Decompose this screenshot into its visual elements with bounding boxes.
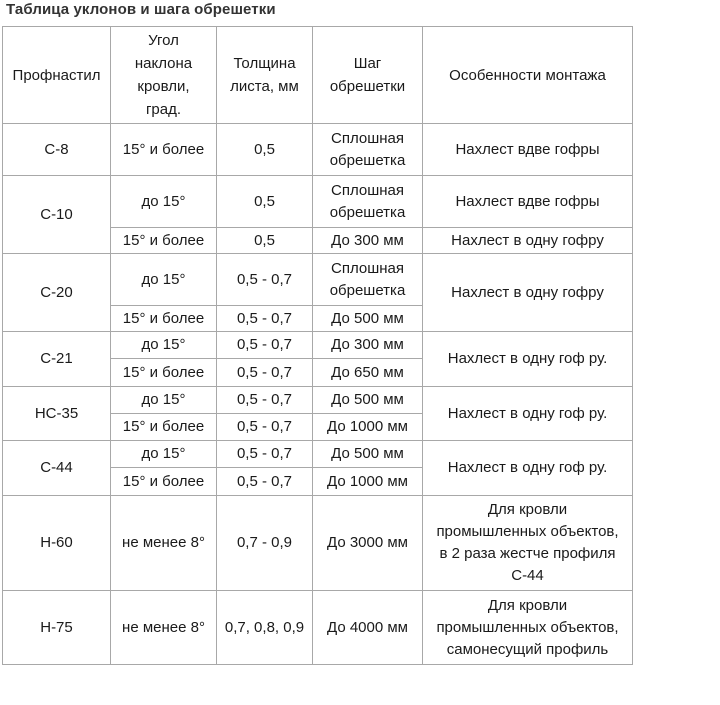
header-angle-line: Угол — [148, 32, 179, 49]
header-thickness — [217, 27, 313, 124]
step-line: обрешетка — [329, 203, 406, 221]
angle-cell: до 15° — [111, 254, 217, 306]
profile-name: С-21 — [3, 332, 111, 387]
angle-cell: 15° и более — [111, 468, 217, 496]
table-row — [3, 387, 633, 414]
angle-cell: до 15° — [111, 176, 217, 228]
features-cell: Нахлест в одну гофру — [423, 228, 633, 254]
step-cell: До 500 мм — [313, 387, 423, 414]
header-thickness-line: Толщина — [233, 55, 296, 72]
step-line: обрешетка — [329, 151, 406, 169]
step-cell: До 500 мм — [313, 441, 423, 468]
profile-name: Н-60 — [3, 496, 111, 591]
thickness-cell: 0,5 - 0,7 — [217, 332, 313, 359]
step-line: обрешетка — [329, 281, 406, 299]
thickness-cell: 0,5 - 0,7 — [217, 414, 313, 441]
features-cell: Нахлест вдве гофры — [423, 124, 633, 176]
header-step-line: обрешетки — [329, 78, 406, 95]
thickness-cell: 0,5 - 0,7 — [217, 359, 313, 387]
thickness-cell: 0,7 - 0,9 — [217, 496, 313, 591]
features-cell: Нахлест в одну гоф ру. — [423, 441, 633, 496]
angle-cell: 15° и более — [111, 359, 217, 387]
features-line: самонесущий профиль — [446, 640, 609, 658]
header-step-line: Шаг — [353, 55, 382, 72]
step-cell — [313, 124, 423, 176]
profile-name: С-10 — [3, 176, 111, 254]
thickness-cell: 0,5 - 0,7 — [217, 254, 313, 306]
features-cell: Нахлест в одну гофру — [423, 254, 633, 332]
thickness-cell: 0,7, 0,8, 0,9 — [217, 591, 313, 665]
table-caption: Таблица уклонов и шага обрешетки — [6, 1, 276, 18]
step-cell: До 650 мм — [313, 359, 423, 387]
header-profile: Профнастил — [3, 27, 111, 124]
angle-cell: не менее 8° — [111, 496, 217, 591]
features-cell: Нахлест вдве гофры — [423, 176, 633, 228]
step-cell — [313, 176, 423, 228]
angle-cell: 15° и более — [111, 306, 217, 332]
header-thickness-line: листа, мм — [230, 78, 299, 95]
header-features: Особенности монтажа — [423, 27, 633, 124]
header-step — [313, 27, 423, 124]
features-cell — [423, 591, 633, 665]
profile-name: НС-35 — [3, 387, 111, 441]
step-cell — [313, 254, 423, 306]
header-angle — [111, 27, 217, 124]
angle-cell: не менее 8° — [111, 591, 217, 665]
profile-name: С-20 — [3, 254, 111, 332]
thickness-cell: 0,5 - 0,7 — [217, 387, 313, 414]
angle-cell: 15° и более — [111, 124, 217, 176]
table-row — [3, 176, 633, 228]
slopes-table — [2, 26, 633, 665]
features-line: промышленных объектов, — [436, 523, 619, 540]
step-cell: До 300 мм — [313, 228, 423, 254]
angle-cell: до 15° — [111, 441, 217, 468]
step-cell: До 1000 мм — [313, 468, 423, 496]
profile-name: Н-75 — [3, 591, 111, 665]
table-row — [3, 332, 633, 359]
step-cell: До 1000 мм — [313, 414, 423, 441]
angle-cell: 15° и более — [111, 228, 217, 254]
table-row — [3, 591, 633, 665]
table-row — [3, 441, 633, 468]
profile-name: С-44 — [3, 441, 111, 496]
features-cell — [423, 496, 633, 591]
thickness-cell: 0,5 - 0,7 — [217, 441, 313, 468]
features-cell: Нахлест в одну гоф ру. — [423, 387, 633, 441]
features-line: Для кровли — [487, 501, 568, 518]
features-cell: Нахлест в одну гоф ру. — [423, 332, 633, 387]
step-line: Сплошная — [330, 129, 404, 147]
angle-cell: до 15° — [111, 332, 217, 359]
step-cell: До 500 мм — [313, 306, 423, 332]
step-line: Сплошная — [330, 181, 404, 199]
header-angle-line: кровли, — [137, 78, 190, 95]
thickness-cell: 0,5 - 0,7 — [217, 468, 313, 496]
table-row — [3, 496, 633, 591]
header-angle-line: наклона — [134, 55, 193, 72]
angle-cell: 15° и более — [111, 414, 217, 441]
features-line: промышленных объектов, — [436, 618, 619, 636]
features-line: Для кровли — [487, 596, 568, 614]
header-row — [3, 27, 633, 124]
angle-cell: до 15° — [111, 387, 217, 414]
features-line: С-44 — [511, 567, 544, 584]
table-row — [3, 124, 633, 176]
step-cell: До 4000 мм — [313, 591, 423, 665]
step-cell: До 300 мм — [313, 332, 423, 359]
thickness-cell: 0,5 — [217, 228, 313, 254]
thickness-cell: 0,5 — [217, 176, 313, 228]
thickness-cell: 0,5 — [217, 124, 313, 176]
table-row — [3, 254, 633, 306]
thickness-cell: 0,5 - 0,7 — [217, 306, 313, 332]
step-line: Сплошная — [330, 259, 404, 277]
step-cell: До 3000 мм — [313, 496, 423, 591]
header-angle-line: град. — [145, 101, 182, 118]
profile-name: С-8 — [3, 124, 111, 176]
features-line: в 2 раза жестче профиля — [439, 545, 616, 562]
